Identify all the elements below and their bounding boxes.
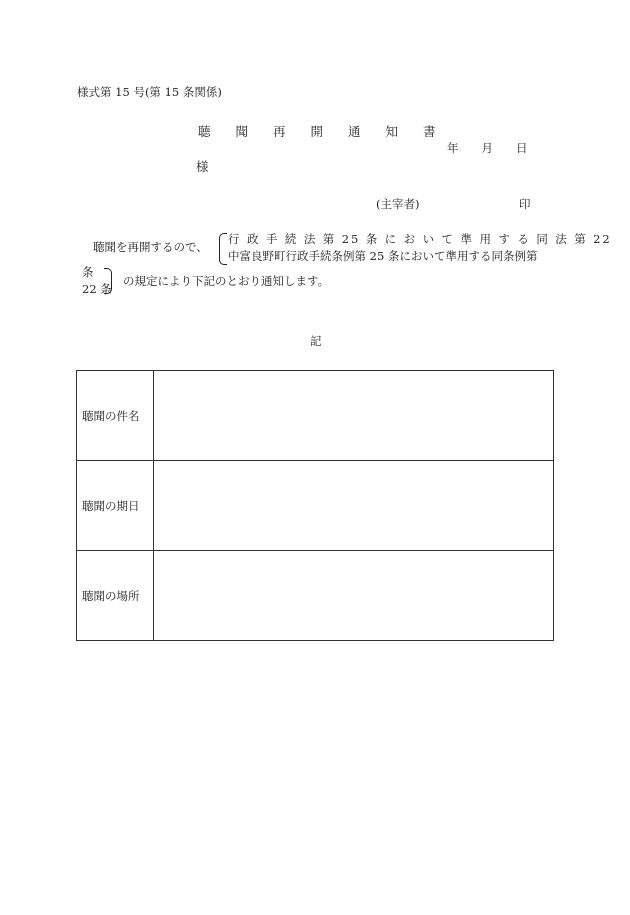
row-value-subject[interactable]: [154, 371, 554, 461]
table-row: [77, 371, 554, 461]
date-line: 年 月 日: [447, 141, 528, 155]
row-label-place: 聴聞の場所: [77, 551, 154, 641]
details-table: [76, 370, 554, 641]
body-intro: 聴聞を再開するので、: [93, 240, 208, 254]
addressee-suffix: 様: [196, 159, 209, 174]
row-value-place[interactable]: [154, 551, 554, 641]
law-option-2: 中富良野町行政手続条例第 25 条において準用する同条例第: [228, 249, 538, 263]
document-title: 聴 聞 再 開 通 知 書: [198, 124, 436, 139]
row-value-date[interactable]: [154, 461, 554, 551]
body-continuation-1: 条: [82, 265, 94, 279]
organizer-label: (主宰者): [376, 197, 420, 211]
row-label-date: 聴聞の期日: [77, 461, 154, 551]
body-rest: の規定により下記のとおり通知します。: [123, 274, 330, 288]
right-bracket: [104, 268, 112, 294]
body-continuation-2: 22 条: [82, 282, 112, 296]
form-number: 様式第 15 号(第 15 条関係): [77, 85, 222, 99]
row-label-subject: 聴聞の件名: [77, 371, 154, 461]
table-row: [77, 461, 554, 551]
seal-label: 印: [519, 197, 531, 211]
table-row: [77, 551, 554, 641]
law-option-1: 行 政 手 続 法 第 25 条 に お い て 準 用 す る 同 法 第 22: [228, 232, 612, 246]
left-bracket: [219, 233, 227, 265]
record-mark: 記: [310, 334, 322, 348]
